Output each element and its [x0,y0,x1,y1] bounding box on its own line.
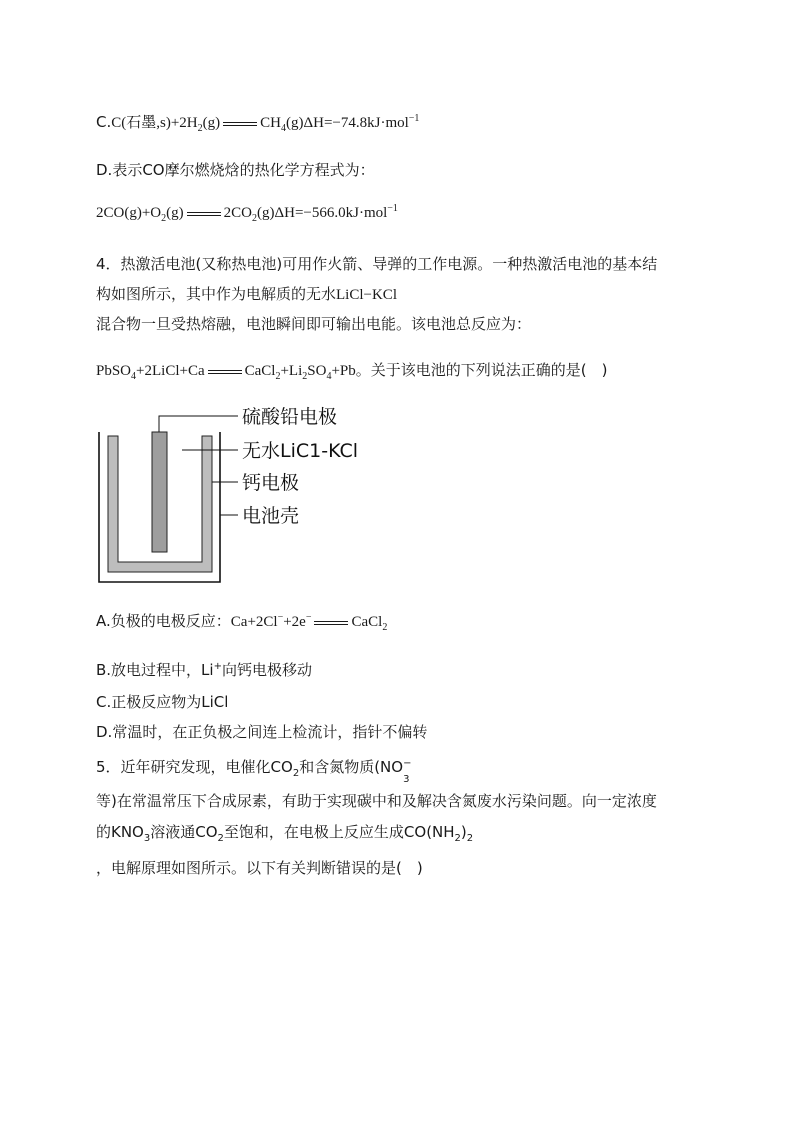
lead-sulfate-electrode [152,432,167,552]
q4-line2: 构如图所示，其中作为电解质的无水LiCl−KCl [96,285,397,303]
equals-sign [314,621,348,625]
equals-sign [187,212,221,216]
q5-line4: ，电解原理如图所示。以下有关判断错误的是( ) [96,859,423,877]
q5-line3: 的$KNO_3$溶液通$CO_2$至饱和，在电极上反应生成$CO(NH_2)_2$ [96,823,474,844]
option-c: C.C(石墨$,s)+2H_2(g)$ $CH_4(g)\Delta H=-74.8kJ\cdot mol^{-1}$ [96,113,420,134]
q4-option-a: A.负极的电极反应：Ca+2Cl−+2e− CaCl$_2$ [96,612,388,633]
leader-line [159,416,238,432]
q4-line3: 混合物一旦受热熔融，电池瞬间即可输出电能。该电池总反应为： [96,315,532,333]
q4-line1: 4．热激活电池(又称热电池)可用作火箭、导弹的工作电源。一种热激活电池的基本结 [96,255,658,273]
option-d: D.表示CO摩尔燃烧焓的热化学方程式为： [96,161,375,179]
q4-option-b: B.放电过程中，Li+向钙电极移动 [96,661,312,679]
q4-option-c: C.正极反应物为LiCl [96,693,229,711]
option-d-equation: $2CO(g)+O_2(g)$ $2CO_2(g)\Delta H=-566.0kJ\cdot mol^{-1}$ [96,203,398,224]
equals-sign [208,370,242,374]
equals-sign [223,122,257,126]
label-electrolyte: 无水LiC1-KCl [242,440,359,462]
q4-option-d: D.常温时，在正负极之间连上检流计，指针不偏转 [96,723,428,741]
option-c-equation: C(石墨$,s)+2H_2(g)$ $CH_4(g)\Delta H=-74.8kJ\cdot mol^{-1}$ [111,113,420,134]
label-battery-shell: 电池壳 [242,505,300,527]
label-calcium-electrode: 钙电极 [242,472,300,494]
q5-line1: 5．近年研究发现，电催化$CO_2$和含氮物质(NO − 3 [96,758,412,785]
label-lead-sulfate-electrode: 硫酸铅电极 [242,406,338,428]
q4-equation: PbSO$_4$+2LiCl+Ca $CaCl_2+Li_2SO_4+Pb$。关于该电池的下列说法正确的是( ) [96,361,608,382]
battery-diagram [96,404,396,584]
q5-line2: 等)在常温常压下合成尿素，有助于实现碳中和及解决含氮废水污染问题。向一定浓度 [96,792,657,810]
